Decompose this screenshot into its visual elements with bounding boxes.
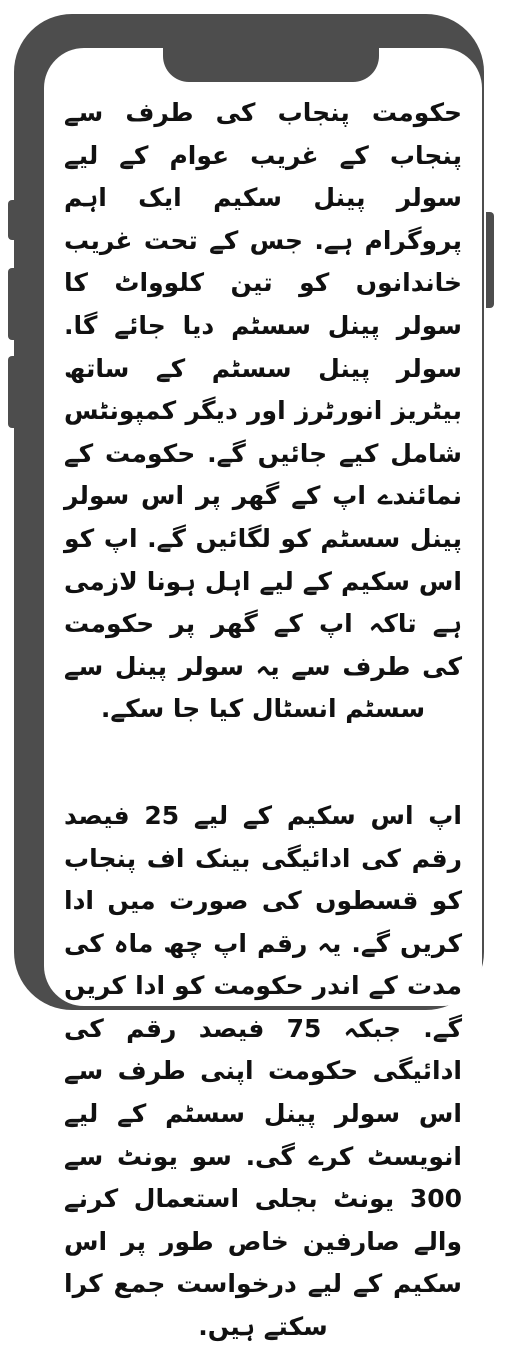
article-body [64,92,462,1349]
paragraph-scheme-overview: حکومت پنجاب کی طرف سے پنجاب کے غریب عوام کے لیے سولر پینل سکیم ایک اہم پروگرام ہے. جس کے تحت غریب خاندانوں کو تین کلوواٹ کا سولر پینل سسٹم دیا جائے گا. سولر پینل سسٹم کے ساتھ بیٹریز انورٹرز اور دیگر کمپونٹس شامل کیے جائیں گے. حکومت کے نمائندے اپ کے گھر پر اس سولر پینل سسٹم کو لگائیں گے. اپ کو اس سکیم کے لیے اہل ہونا لازمی ہے تاکہ اپ کے گھر پر حکومت کی طرف سے یہ سولر پینل سے سسٹم انسٹال کیا جا سکے. [64,98,462,724]
paragraph-payment-details: اپ اس سکیم کے لیے 25 فیصد رقم کی ادائیگی بینک اف پنجاب کو قسطوں کی صورت میں ادا کریں گے. یہ رقم اپ چھ ماہ کی مدت کے اندر حکومت کو ادا کریں گے. جبکہ 75 فیصد رقم کی ادائیگی حکومت اپنی طرف سے اس سولر پینل سسٹم کے لیے انویسٹ کرے گی. سو یونٹ سے 300 یونٹ بجلی استعمال کرنے والے صارفین خاص طور پر اس سکیم کے لیے درخواست جمع کرا سکتے ہیں. [64,800,462,1342]
phone-frame [14,14,484,1342]
phone-screen [44,48,482,1342]
silent-switch [8,200,16,240]
volume-down-button [8,356,16,428]
phone-notch [163,28,379,82]
volume-up-button [8,268,16,340]
power-button [486,212,494,308]
